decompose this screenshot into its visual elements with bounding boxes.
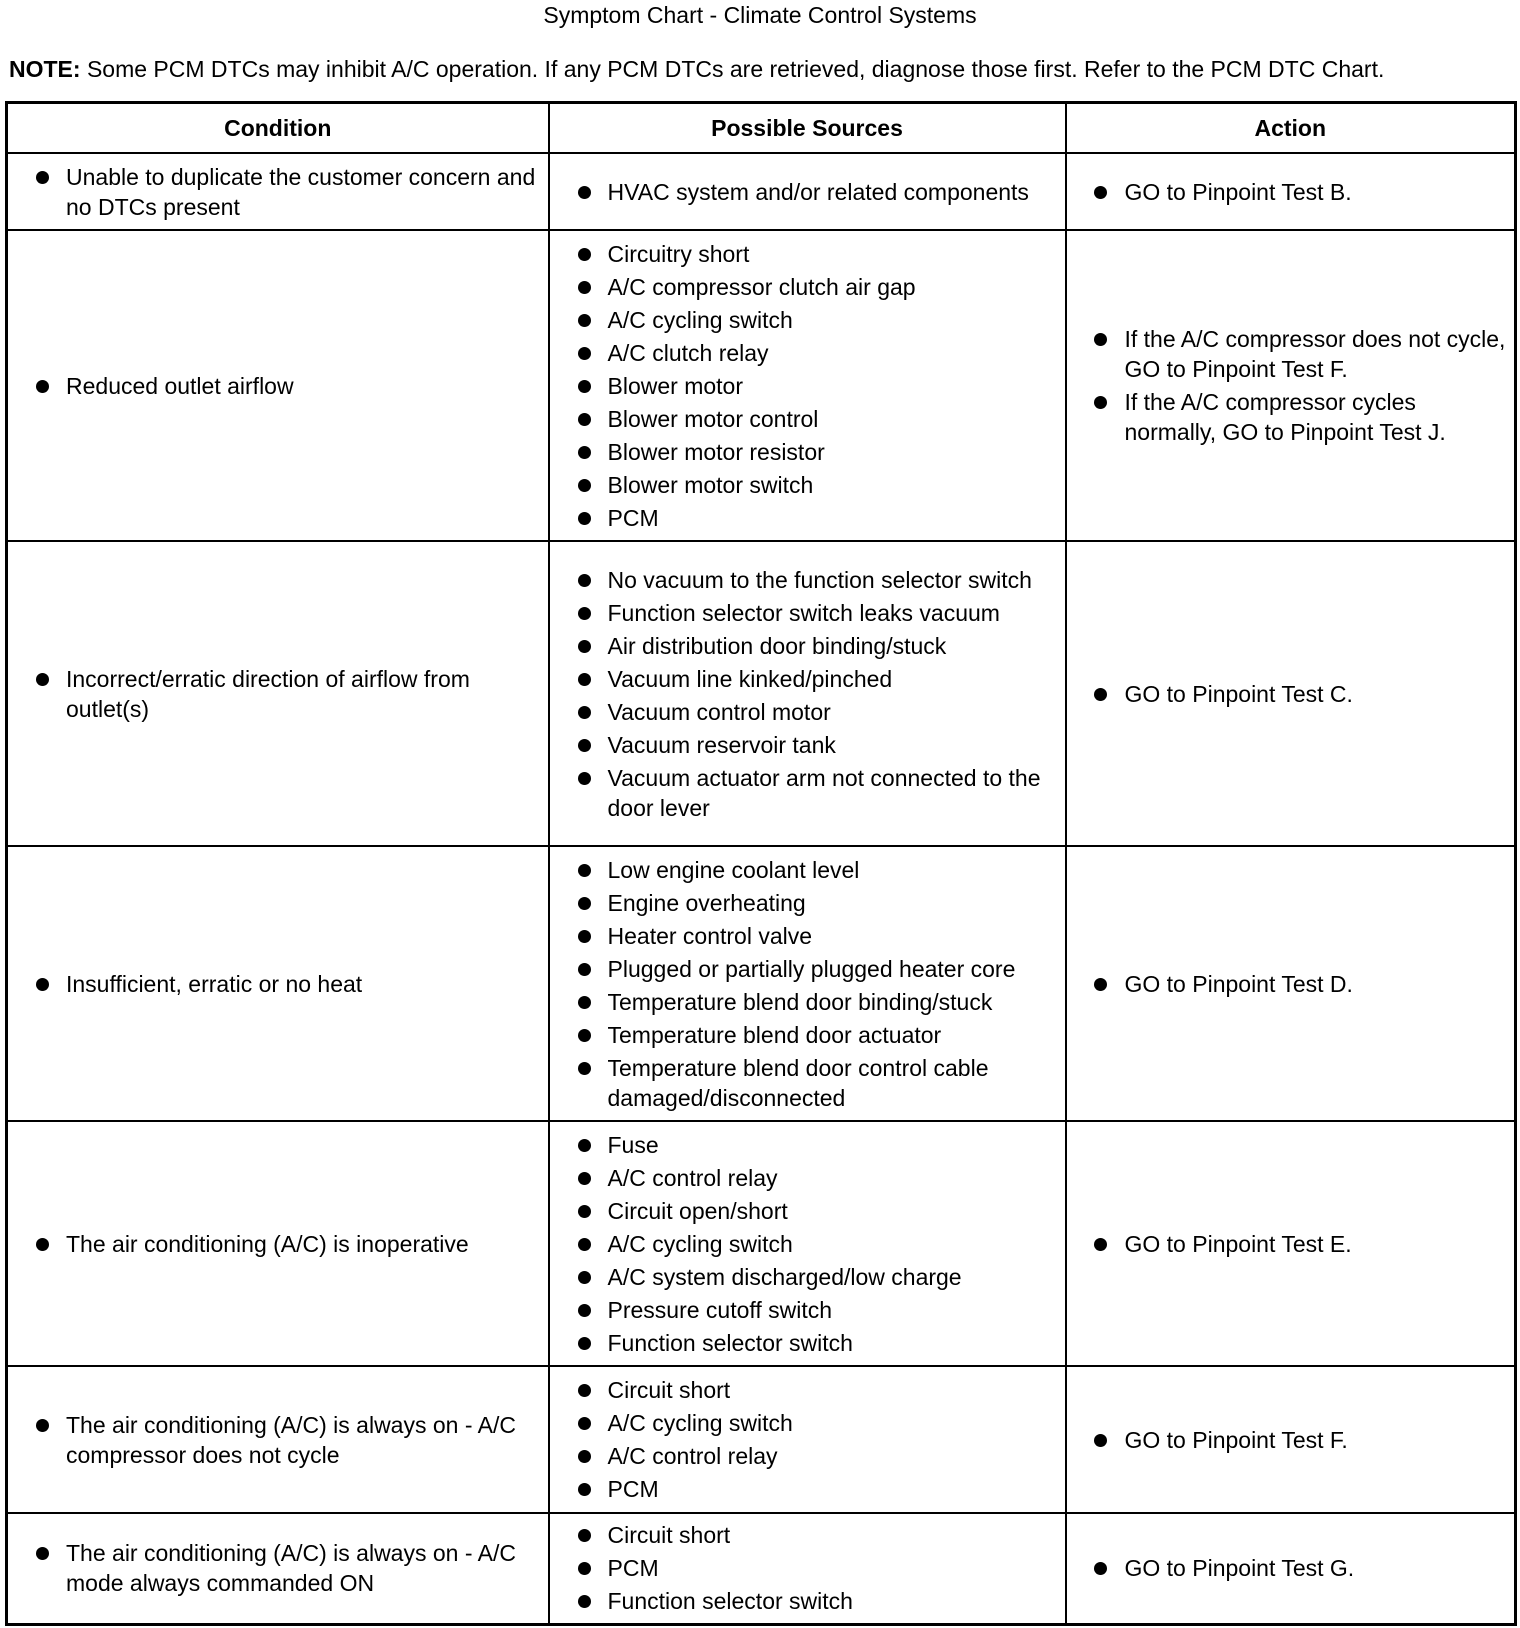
list-item	[550, 1163, 1057, 1193]
table-row	[7, 230, 1516, 541]
source-text: Engine overheating	[607, 889, 806, 916]
action-list	[1067, 963, 1515, 1005]
list-item	[550, 954, 1057, 984]
list-item	[550, 1408, 1057, 1438]
bullet-icon	[36, 171, 49, 184]
source-text: Vacuum reservoir tank	[607, 731, 836, 758]
source-text: PCM	[607, 504, 659, 531]
source-text: No vacuum to the function selector switch	[607, 566, 1032, 593]
source-list	[550, 1369, 1065, 1510]
sources-cell	[549, 230, 1066, 541]
source-text: Blower motor switch	[607, 471, 814, 498]
source-text: A/C cycling switch	[607, 306, 793, 333]
list-item	[8, 1410, 540, 1470]
list-item	[550, 404, 1057, 434]
action-list	[1067, 171, 1515, 213]
bullet-icon	[578, 1417, 591, 1430]
list-item	[550, 1328, 1057, 1358]
action-text: GO to Pinpoint Test B.	[1124, 178, 1352, 205]
condition-cell	[7, 1366, 549, 1513]
source-text: PCM	[607, 1555, 659, 1582]
source-text: Plugged or partially plugged heater core	[607, 955, 1016, 982]
source-text: Circuit short	[607, 1522, 731, 1549]
condition-list	[8, 1223, 548, 1265]
source-text: Function selector switch	[607, 1329, 853, 1356]
list-item	[550, 239, 1057, 269]
bullet-icon	[36, 673, 49, 686]
source-text: Vacuum line kinked/pinched	[607, 665, 893, 692]
bullet-icon	[578, 1139, 591, 1152]
source-text: Temperature blend door actuator	[607, 1021, 942, 1048]
source-text: Heater control valve	[607, 922, 813, 949]
bullet-icon	[1094, 1434, 1107, 1447]
source-text: Blower motor control	[607, 405, 819, 432]
list-item	[550, 1295, 1057, 1325]
source-text: Low engine coolant level	[607, 856, 860, 883]
action-cell	[1066, 1121, 1516, 1366]
bullet-icon	[578, 1062, 591, 1075]
table-row	[7, 541, 1516, 846]
bullet-icon	[578, 739, 591, 752]
bullet-icon	[578, 640, 591, 653]
list-item	[550, 763, 1057, 823]
bullet-icon	[578, 1529, 591, 1542]
bullet-icon	[1094, 396, 1107, 409]
sources-cell	[549, 541, 1066, 846]
list-item	[1067, 1425, 1507, 1455]
source-text: PCM	[607, 1476, 659, 1502]
bullet-icon	[36, 380, 49, 393]
source-text: A/C cycling switch	[607, 1230, 793, 1257]
condition-cell	[7, 846, 549, 1121]
list-item	[550, 631, 1057, 661]
bullet-icon	[578, 996, 591, 1009]
action-cell	[1066, 846, 1516, 1121]
bullet-icon	[578, 864, 591, 877]
header-action: Action	[1066, 103, 1516, 154]
list-item	[550, 598, 1057, 628]
table-row	[7, 846, 1516, 1121]
source-text: Blower motor resistor	[607, 438, 825, 465]
sources-cell	[549, 1513, 1066, 1624]
action-text: GO to Pinpoint Test F.	[1124, 1426, 1348, 1453]
condition-text: The air conditioning (A/C) is inoperative	[66, 1230, 469, 1257]
bullet-icon	[578, 248, 591, 261]
bullet-icon	[578, 673, 591, 686]
bullet-icon	[578, 1029, 591, 1042]
source-text: Circuit short	[607, 1377, 731, 1403]
condition-text: Unable to duplicate the customer concern and no DTCs present	[66, 163, 536, 220]
list-item	[550, 888, 1057, 918]
bullet-icon	[578, 186, 591, 199]
bullet-icon	[36, 1419, 49, 1432]
source-text: A/C control relay	[607, 1443, 778, 1469]
bullet-icon	[578, 963, 591, 976]
bullet-icon	[578, 281, 591, 294]
action-list	[1067, 318, 1515, 453]
list-item	[1067, 679, 1507, 709]
action-text: GO to Pinpoint Test E.	[1124, 1230, 1352, 1257]
bullet-icon	[578, 1483, 591, 1496]
list-item	[550, 1229, 1057, 1259]
bullet-icon	[578, 1238, 591, 1251]
condition-text: Incorrect/erratic direction of airflow from outlet(s)	[66, 665, 470, 722]
bullet-icon	[1094, 186, 1107, 199]
condition-list	[8, 963, 548, 1005]
bullet-icon	[578, 1271, 591, 1284]
source-text: A/C clutch relay	[607, 339, 769, 366]
action-list	[1067, 1547, 1515, 1589]
source-text: Circuitry short	[607, 240, 750, 267]
list-item	[1067, 1229, 1507, 1259]
bullet-icon	[578, 574, 591, 587]
source-list	[550, 233, 1065, 539]
source-text: Function selector switch	[607, 1588, 853, 1615]
list-item	[550, 987, 1057, 1017]
bullet-icon	[578, 479, 591, 492]
bullet-icon	[578, 1205, 591, 1218]
table-row	[7, 1121, 1516, 1366]
bullet-icon	[36, 1547, 49, 1560]
sources-cell	[549, 846, 1066, 1121]
bullet-icon	[578, 897, 591, 910]
list-item	[550, 1441, 1057, 1471]
bullet-icon	[36, 1238, 49, 1251]
condition-text: The air conditioning (A/C) is always on - A/C mode always commanded ON	[66, 1540, 516, 1597]
list-item	[8, 1538, 540, 1598]
condition-cell	[7, 153, 549, 230]
bullet-icon	[578, 1384, 591, 1397]
symptom-table	[5, 101, 1517, 1626]
condition-list	[8, 658, 548, 730]
list-item	[550, 272, 1057, 302]
condition-text: Reduced outlet airflow	[66, 372, 294, 399]
list-item	[550, 1196, 1057, 1226]
source-text: Temperature blend door binding/stuck	[607, 988, 993, 1015]
list-item	[1067, 177, 1507, 207]
bullet-icon	[1094, 688, 1107, 701]
list-item	[1067, 1553, 1507, 1583]
list-item	[550, 470, 1057, 500]
list-item	[550, 730, 1057, 760]
sources-cell	[549, 153, 1066, 230]
bullet-icon	[578, 413, 591, 426]
list-item	[550, 1130, 1057, 1160]
bullet-icon	[578, 1304, 591, 1317]
list-item	[550, 855, 1057, 885]
action-text: If the A/C compressor does not cycle, GO to Pinpoint Test F.	[1124, 326, 1506, 382]
list-item	[550, 565, 1057, 595]
condition-cell	[7, 541, 549, 846]
action-list	[1067, 1419, 1515, 1461]
list-item	[550, 503, 1057, 533]
bullet-icon	[578, 380, 591, 393]
source-text: A/C system discharged/low charge	[607, 1263, 962, 1290]
list-item	[550, 1053, 1057, 1113]
bullet-icon	[578, 930, 591, 943]
list-item	[550, 1375, 1057, 1405]
list-item	[8, 371, 540, 401]
condition-cell	[7, 1121, 549, 1366]
header-row	[7, 103, 1516, 154]
bullet-icon	[578, 1595, 591, 1608]
bullet-icon	[578, 1562, 591, 1575]
condition-list	[8, 1404, 548, 1476]
source-text: HVAC system and/or related components	[607, 178, 1029, 205]
condition-list	[8, 365, 548, 407]
condition-cell	[7, 230, 549, 541]
source-text: A/C compressor clutch air gap	[607, 273, 916, 300]
action-text: GO to Pinpoint Test D.	[1124, 970, 1353, 997]
source-text: Blower motor	[607, 372, 743, 399]
header-possible-sources: Possible Sources	[549, 103, 1066, 154]
sources-cell	[549, 1366, 1066, 1513]
action-text: GO to Pinpoint Test C.	[1124, 680, 1353, 707]
action-text: GO to Pinpoint Test G.	[1124, 1555, 1355, 1582]
table-row	[7, 1366, 1516, 1513]
header-condition: Condition	[7, 103, 549, 154]
bullet-icon	[578, 1337, 591, 1350]
condition-text: The air conditioning (A/C) is always on - A/C compressor does not cycle	[66, 1411, 516, 1468]
bullet-icon	[1094, 333, 1107, 346]
source-text: Air distribution door binding/stuck	[607, 632, 947, 659]
bullet-icon	[1094, 1238, 1107, 1251]
action-cell	[1066, 230, 1516, 541]
list-item	[550, 371, 1057, 401]
list-item	[550, 1262, 1057, 1292]
table-row	[7, 1513, 1516, 1624]
table-row	[7, 153, 1516, 230]
action-cell	[1066, 1366, 1516, 1513]
bullet-icon	[578, 1450, 591, 1463]
action-cell	[1066, 541, 1516, 846]
list-item	[550, 305, 1057, 335]
condition-list	[8, 1532, 548, 1604]
list-item	[550, 437, 1057, 467]
condition-cell	[7, 1513, 549, 1624]
action-list	[1067, 673, 1515, 715]
list-item	[1067, 324, 1507, 384]
list-item	[8, 664, 540, 724]
source-text: A/C control relay	[607, 1164, 778, 1191]
note	[9, 54, 1519, 84]
list-item	[550, 1520, 1057, 1550]
page-title: Symptom Chart - Climate Control Systems	[543, 2, 977, 28]
source-text: Vacuum actuator arm not connected to the door lever	[607, 764, 1041, 821]
source-list	[550, 1514, 1065, 1622]
bullet-icon	[36, 978, 49, 991]
source-text: Function selector switch leaks vacuum	[607, 599, 1000, 626]
bullet-icon	[578, 512, 591, 525]
list-item	[550, 664, 1057, 694]
list-item	[550, 1020, 1057, 1050]
list-item	[8, 162, 540, 222]
list-item	[550, 1586, 1057, 1616]
source-text: Vacuum control motor	[607, 698, 831, 725]
action-list	[1067, 1223, 1515, 1265]
sources-cell	[549, 1121, 1066, 1366]
bullet-icon	[578, 772, 591, 785]
condition-list	[8, 156, 548, 228]
list-item	[550, 697, 1057, 727]
bullet-icon	[1094, 1562, 1107, 1575]
source-list	[550, 559, 1065, 829]
source-text: Fuse	[607, 1131, 659, 1158]
bullet-icon	[578, 706, 591, 719]
list-item	[550, 1553, 1057, 1583]
source-list	[550, 171, 1065, 213]
source-text: A/C cycling switch	[607, 1410, 793, 1436]
list-item	[550, 921, 1057, 951]
bullet-icon	[578, 1172, 591, 1185]
list-item	[1067, 969, 1507, 999]
list-item	[550, 177, 1057, 207]
action-cell	[1066, 153, 1516, 230]
action-cell	[1066, 1513, 1516, 1624]
source-text: Temperature blend door control cable damaged/disconnected	[607, 1054, 989, 1111]
list-item	[8, 1229, 540, 1259]
bullet-icon	[578, 446, 591, 459]
note-text: Some PCM DTCs may inhibit A/C operation. If any PCM DTCs are retrieved, diagnose those first. Refer to the PCM DTC Chart.	[80, 56, 1385, 82]
bullet-icon	[578, 314, 591, 327]
source-list	[550, 849, 1065, 1119]
source-text: Circuit open/short	[607, 1197, 788, 1224]
table-body	[7, 153, 1516, 1624]
condition-text: Insufficient, erratic or no heat	[66, 970, 363, 997]
action-text: If the A/C compressor cycles normally, GO to Pinpoint Test J.	[1124, 389, 1446, 445]
source-list	[550, 1124, 1065, 1364]
bullet-icon	[578, 347, 591, 360]
bullet-icon	[578, 607, 591, 620]
list-item	[550, 338, 1057, 368]
list-item	[550, 1474, 1057, 1504]
list-item	[8, 969, 540, 999]
bullet-icon	[1094, 978, 1107, 991]
source-text: Pressure cutoff switch	[607, 1296, 833, 1323]
note-label: NOTE:	[9, 56, 81, 82]
list-item	[1067, 387, 1507, 447]
